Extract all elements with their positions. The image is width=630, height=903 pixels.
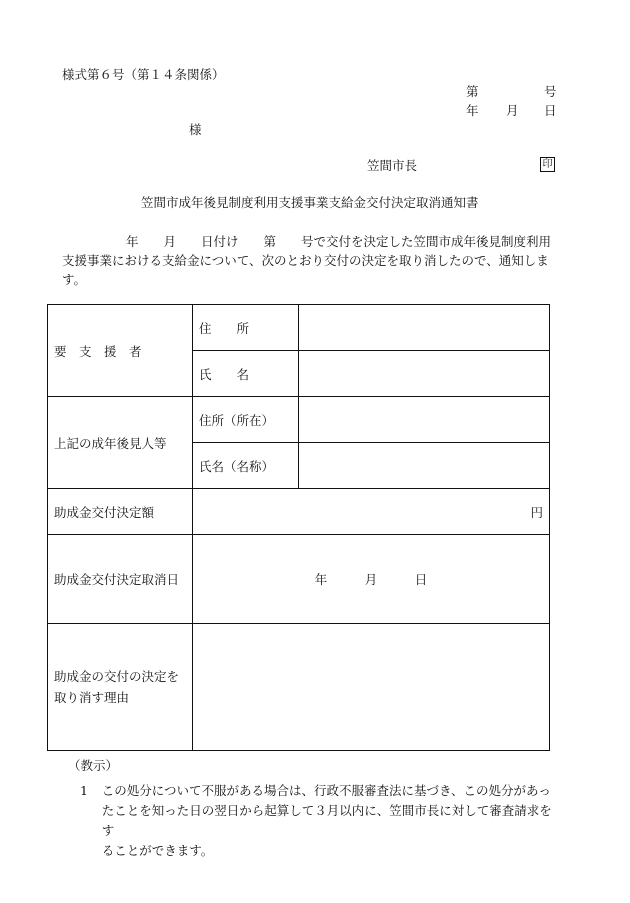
guardian-label: 上記の成年後見人等	[54, 435, 167, 451]
notice-table	[47, 304, 550, 751]
guardian-address-label-cell	[193, 397, 299, 443]
body-text	[62, 232, 562, 289]
seal-icon: 印	[540, 157, 555, 172]
recipient-name-value[interactable]	[299, 351, 550, 397]
recipient-name-label: 氏 名	[199, 366, 250, 382]
cancel-date-value-cell[interactable]	[193, 535, 550, 624]
recipient-name-label-cell	[193, 351, 299, 397]
seal-mark	[540, 155, 555, 172]
notes-item-number: 1	[80, 783, 88, 798]
reason-value[interactable]	[193, 624, 550, 751]
recipient-address-label: 住 所	[199, 320, 250, 336]
guardian-address-value[interactable]	[299, 397, 550, 443]
guardian-name-value[interactable]	[299, 443, 550, 489]
date-month: 月	[506, 103, 519, 118]
amount-unit: 円	[530, 504, 543, 520]
guardian-name-label-cell	[193, 443, 299, 489]
notes-item-line-2: たことを知った日の翌日から起算して３月以内に、笠間市長に対して審査請求をす	[101, 803, 552, 838]
guardian-label-cell	[48, 397, 193, 489]
amount-value[interactable]	[193, 489, 550, 535]
notes-item-line-3: ることができます。	[101, 843, 214, 858]
notes-section	[68, 756, 558, 861]
addressee-suffix: 様	[189, 122, 202, 137]
notes-heading: （教示）	[68, 758, 119, 773]
form-number: 様式第６号（第１４条関係）	[62, 67, 225, 82]
amount-label: 助成金交付決定額	[54, 504, 155, 520]
reason-label-cell	[48, 624, 193, 751]
cancel-date-value: 年 月 日	[314, 572, 428, 587]
body-line-3: す。	[62, 272, 87, 287]
reason-label-line-2: 取り消す理由	[54, 690, 130, 705]
guardian-name-label: 氏名（名称）	[199, 458, 275, 474]
recipient-label: 要 支 援 者	[54, 343, 142, 359]
doc-number-prefix: 第	[466, 84, 479, 99]
issuer-name: 笠間市長	[367, 158, 418, 173]
cancel-date-label: 助成金交付決定取消日	[54, 572, 180, 587]
notes-item-text	[102, 781, 558, 861]
reason-label-line-1: 助成金の交付の決定を	[54, 669, 180, 684]
recipient-address-value[interactable]	[299, 305, 550, 351]
recipient-label-cell	[48, 305, 193, 397]
date-day: 日	[544, 103, 557, 118]
amount-label-cell	[48, 489, 193, 535]
body-line-2: 支援事業における支給金について、次のとおり交付の決定を取り消したので、通知しま	[62, 253, 549, 268]
date-year: 年	[466, 103, 479, 118]
cancel-date-label-cell	[48, 535, 193, 624]
doc-number-suffix: 号	[544, 84, 557, 99]
body-line-1: 年 月 日付け 第 号で交付を決定した笠間市成年後見制度利用	[126, 234, 552, 249]
notes-item	[68, 781, 558, 861]
document-title: 笠間市成年後見制度利用支援事業支給金交付決定取消通知書	[141, 195, 479, 210]
guardian-address-label: 住所（所在）	[199, 412, 275, 428]
notes-item-line-1: この処分について不服がある場合は、行政不服審査法に基づき、この処分があっ	[101, 783, 551, 798]
recipient-address-label-cell	[193, 305, 299, 351]
